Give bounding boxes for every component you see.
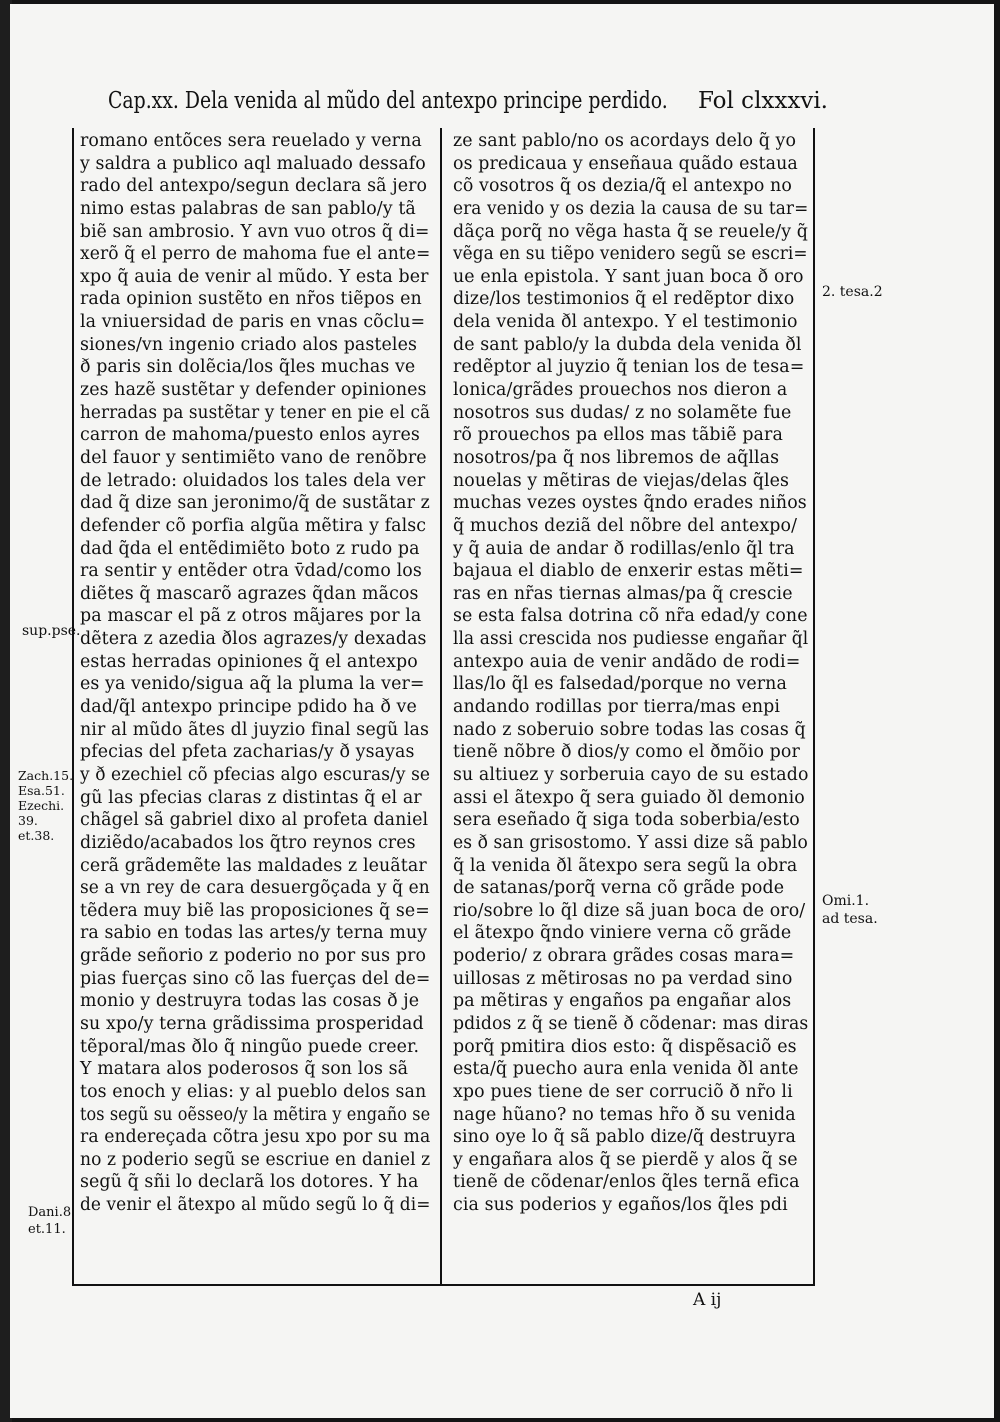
text-line: nouelas y mẽtiras de viejas/delas q̃les xyxy=(453,470,790,491)
text-line: biẽ san ambrosio. Y avn vuo otros q̃ di= xyxy=(80,221,430,242)
text-line: de sant pablo/y la dubda dela venida ðl xyxy=(453,334,802,355)
text-line: de satanas/porq̃ verna cõ grãde pode xyxy=(453,878,785,899)
text-line: de letrado: oluidados los tales dela ver xyxy=(80,470,426,491)
text-line: dad/q̃l antexpo principe pdido ha ð ve xyxy=(80,697,417,718)
text-line: defender cõ porfia algũa mẽtira y falsc xyxy=(80,515,427,536)
text-line: monio y destruyra todas las cosas ð je xyxy=(80,991,420,1012)
text-line: pfecias del pfeta zacharias/y ð ysayas xyxy=(80,742,415,763)
text-line: nosotros sus dudas/ z no solamẽte fue xyxy=(453,402,792,423)
text-line: zes hazẽ sustẽtar y defender opiniones xyxy=(80,380,427,401)
text-line: pias fuerças sino cõ las fuerças del de= xyxy=(80,968,431,989)
text-line: lonica/grãdes prouechos nos dieron a xyxy=(453,380,788,401)
right-text-column xyxy=(453,130,808,1217)
text-line: dize/los testimonios q̃ el redẽptor dixo xyxy=(453,289,795,310)
left-column-left-rule xyxy=(72,128,74,1286)
margin-note-line: et.11. xyxy=(28,1222,66,1237)
text-line: dad q̃ dize san jeronimo/q̃ de sustãtar z xyxy=(80,493,430,514)
text-line: gũ las pfecias claras z distintas q̃ el ar xyxy=(80,787,422,808)
text-line: rio/sobre lo q̃l dize sã juan boca de oro/ xyxy=(453,900,806,921)
left-text-column xyxy=(80,130,430,1217)
center-column-rule xyxy=(440,128,442,1286)
text-line: os predicaua y enseñaua quãdo estaua xyxy=(453,153,798,174)
chapter-title: Cap.xx. Dela venida al mũdo del antexpo principe perdido. xyxy=(108,88,668,114)
text-line: ð paris sin dolẽcia/los q̃les muchas ve xyxy=(80,357,416,378)
text-line: xpo pues tiene de ser corruciõ ð nr̃o li xyxy=(453,1081,793,1102)
text-line: tos enoch y elias: y al pueblo delos san xyxy=(80,1081,427,1102)
text-line: rada opinion sustẽto en nr̃os tiẽpos en xyxy=(80,289,422,310)
text-line: nosotros/pa q̃ nos libremos de aq̃llas xyxy=(453,447,780,468)
text-line: rado del antexpo/segun declara sã jero xyxy=(80,176,428,197)
text-line: dad q̃da el entẽdimiẽto boto z rudo pa xyxy=(80,538,420,559)
text-line: dela venida ðl antexpo. Y el testimonio xyxy=(453,312,798,333)
text-line: su altiuez y sorberuia cayo de su estado xyxy=(453,764,809,785)
text-line: nado z soberuio sobre todas las cosas q̃ xyxy=(453,719,806,740)
text-line: pa mẽtiras y engaños pa engañar alos xyxy=(453,991,792,1012)
signature-mark: A ij xyxy=(693,1290,722,1310)
text-line: segũ q̃ sñi lo declarã los dotores. Y ha xyxy=(80,1172,419,1193)
text-line: la vniuersidad de paris en vnas cõclu= xyxy=(80,312,426,333)
margin-note-tesa xyxy=(822,285,883,300)
text-line: carron de mahoma/puesto enlos ayres xyxy=(80,425,420,446)
text-line: era venido y os dezia la causa de su tar= xyxy=(453,198,809,219)
text-line: sino oye lo q̃ sã pablo dize/q̃ destruyra xyxy=(453,1127,796,1148)
text-line: estas herradas opiniones q̃ el antexpo xyxy=(80,651,418,672)
text-line: ra sabio en todas las artes/y terna muy xyxy=(80,923,428,944)
folio-number: Fol clxxxvi. xyxy=(697,88,828,114)
text-line: el ãtexpo q̃ndo viniere verna cõ grãde xyxy=(453,923,792,944)
text-line: porq̃ pmitira dios esto: q̃ dispẽsaciõ es xyxy=(453,1036,797,1057)
text-line: antexpo auia de venir andãdo de rodi= xyxy=(453,651,801,672)
margin-note-sup-pse xyxy=(22,624,81,639)
bottom-rule xyxy=(72,1284,815,1286)
text-line: rõ prouechos pa ellos mas tãbiẽ para xyxy=(453,425,783,446)
text-line: poderio/ z obrara grãdes cosas mara= xyxy=(453,946,795,967)
margin-note-line: Esa.51. xyxy=(18,783,65,798)
text-line: uillosas z mẽtirosas no pa verdad sino xyxy=(453,968,793,989)
margin-note-line: Zach.15. xyxy=(18,768,74,783)
margin-note-dani xyxy=(28,1204,75,1238)
margin-note-line: sup.pse. xyxy=(22,623,81,639)
text-line: es ð san grisostomo. Y assi dize sã pablo xyxy=(453,832,808,853)
text-line: se a vn rey de cara desuergõçada y q̃ en xyxy=(80,878,430,899)
text-line: ra sentir y entẽder otra v̄dad/como los xyxy=(80,561,422,582)
text-line: diẽtes q̃ mascarõ agrazes q̃dan mãcos xyxy=(80,583,419,604)
text-line: es ya venido/sigua aq̃ la pluma la ver= xyxy=(80,674,425,695)
text-line: tienẽ nõbre ð dios/y como el ðmõio por xyxy=(453,742,800,763)
margin-note-line: Dani.8. xyxy=(28,1205,76,1220)
text-line: su xpo/y terna grãdissima prosperidad xyxy=(80,1013,424,1034)
text-line: dẽtera z azedia ðlos agrazes/y dexadas xyxy=(80,629,427,650)
text-line: nimo estas palabras de san pablo/y tã xyxy=(80,198,416,219)
margin-note-line: Ezechi. xyxy=(18,798,65,813)
margin-note-zach xyxy=(18,768,73,843)
text-line: grãde señorio z poderio no por sus pro xyxy=(80,946,427,967)
text-line: nage hũano? no temas hr̃o ð su venida xyxy=(453,1104,796,1125)
right-column-right-rule xyxy=(813,128,815,1286)
text-line: redẽptor al juyzio q̃ tenian los de tesa= xyxy=(453,357,805,378)
text-line: cõ vosotros q̃ os dezia/q̃ el antexpo no xyxy=(453,176,792,197)
text-line: bajaua el diablo de enxerir estas mẽti= xyxy=(453,561,804,582)
text-line: se esta falsa dotrina cõ nr̃a edad/y cone xyxy=(453,606,808,627)
text-line: diziẽdo/acabados los q̃tro reynos cres xyxy=(80,832,416,853)
text-line: y engañara alos q̃ se pierdẽ y alos q̃ se xyxy=(453,1149,798,1170)
text-line: siones/vn ingenio criado alos pasteles xyxy=(80,334,417,355)
text-line: no z poderio segũ se escriue en daniel z xyxy=(80,1149,431,1170)
text-line: tẽdera muy biẽ las proposiciones q̃ se= xyxy=(80,900,430,921)
text-line: ue enla epistola. Y sant juan boca ð oro xyxy=(453,266,804,287)
margin-note-line: 2. tesa.2 xyxy=(822,284,883,300)
margin-note-line: ad tesa. xyxy=(822,911,878,927)
text-line: tẽporal/mas ðlo q̃ ningũo puede creer. xyxy=(80,1036,420,1057)
text-line: Y matara alos poderosos q̃ son los sã xyxy=(80,1059,409,1080)
text-line: tos segũ su oẽsseo/y la mẽtira y engaño se xyxy=(80,1104,431,1125)
text-line: andando rodillas por tierra/mas enpi xyxy=(453,697,781,718)
text-line: ras en nr̃as tiernas almas/pa q̃ crescie xyxy=(453,583,793,604)
text-line: llas/lo q̃l es falsedad/porque no verna xyxy=(453,674,787,695)
text-line: y saldra a publico aql maluado dessafo xyxy=(80,153,426,174)
page-header xyxy=(108,88,828,122)
margin-note-omi xyxy=(822,892,878,928)
text-line: dãça porq̃ no vẽga hasta q̃ se reuele/y q̃ xyxy=(453,221,809,242)
text-line: ra endereçada cõtra jesu xpo por su ma xyxy=(80,1127,431,1148)
text-line: q̃ muchos deziã del nõbre del antexpo/ xyxy=(453,515,798,536)
text-line: pa mascar el pã z otros mãjares por la xyxy=(80,606,422,627)
text-line: nir al mũdo ãtes dl juyzio final segũ las xyxy=(80,719,430,740)
text-line: lla assi crescida nos pudiesse engañar q̃l xyxy=(453,629,809,650)
text-line: muchas vezes oystes q̃ndo erades niños xyxy=(453,493,807,514)
text-line: assi el ãtexpo q̃ sera guiado ðl demonio xyxy=(453,787,805,808)
text-line: y q̃ auia de andar ð rodillas/enlo q̃l tra xyxy=(453,538,795,559)
text-line: vẽga en su tiẽpo venidero segũ se escri= xyxy=(453,244,808,265)
text-line: pdidos z q̃ se tienẽ ð cõdenar: mas diras xyxy=(453,1013,809,1034)
text-line: y ð ezechiel cõ pfecias algo escuras/y se xyxy=(80,764,431,785)
text-line: xerõ q̃ el perro de mahoma fue el ante= xyxy=(80,244,431,265)
text-line: cia sus poderios y egaños/los q̃les pdi xyxy=(453,1195,788,1216)
text-line: tienẽ de cõdenar/enlos q̃les ternã efica xyxy=(453,1172,800,1193)
text-line: chãgel sã gabriel dixo al profeta daniel xyxy=(80,810,429,831)
text-line: de venir el ãtexpo al mũdo segũ lo q̃ di= xyxy=(80,1195,431,1216)
text-line: del fauor y sentimiẽto vano de renõbre xyxy=(80,447,427,468)
margin-note-line: Omi.1. xyxy=(822,893,870,909)
text-line: romano entõces sera reuelado y verna xyxy=(80,131,422,151)
margin-note-line: 39. xyxy=(18,813,38,828)
text-line: q̃ la venida ðl ãtexpo sera segũ la obra xyxy=(453,855,798,876)
text-line: xpo q̃ auia de venir al mũdo. Y esta ber xyxy=(80,266,429,287)
text-line: ze sant pablo/no os acordays delo q̃ yo xyxy=(453,131,797,151)
text-line: esta/q̃ puecho aura enla venida ðl ante xyxy=(453,1059,799,1080)
text-line: herradas pa sustẽtar y tener en pie el cã xyxy=(80,402,431,423)
text-line: cerã grãdemẽte las maldades z leuãtar xyxy=(80,855,427,876)
text-line: sera eseñado q̃ siga toda soberbia/esto xyxy=(453,810,800,831)
margin-note-line: et.38. xyxy=(18,828,55,843)
